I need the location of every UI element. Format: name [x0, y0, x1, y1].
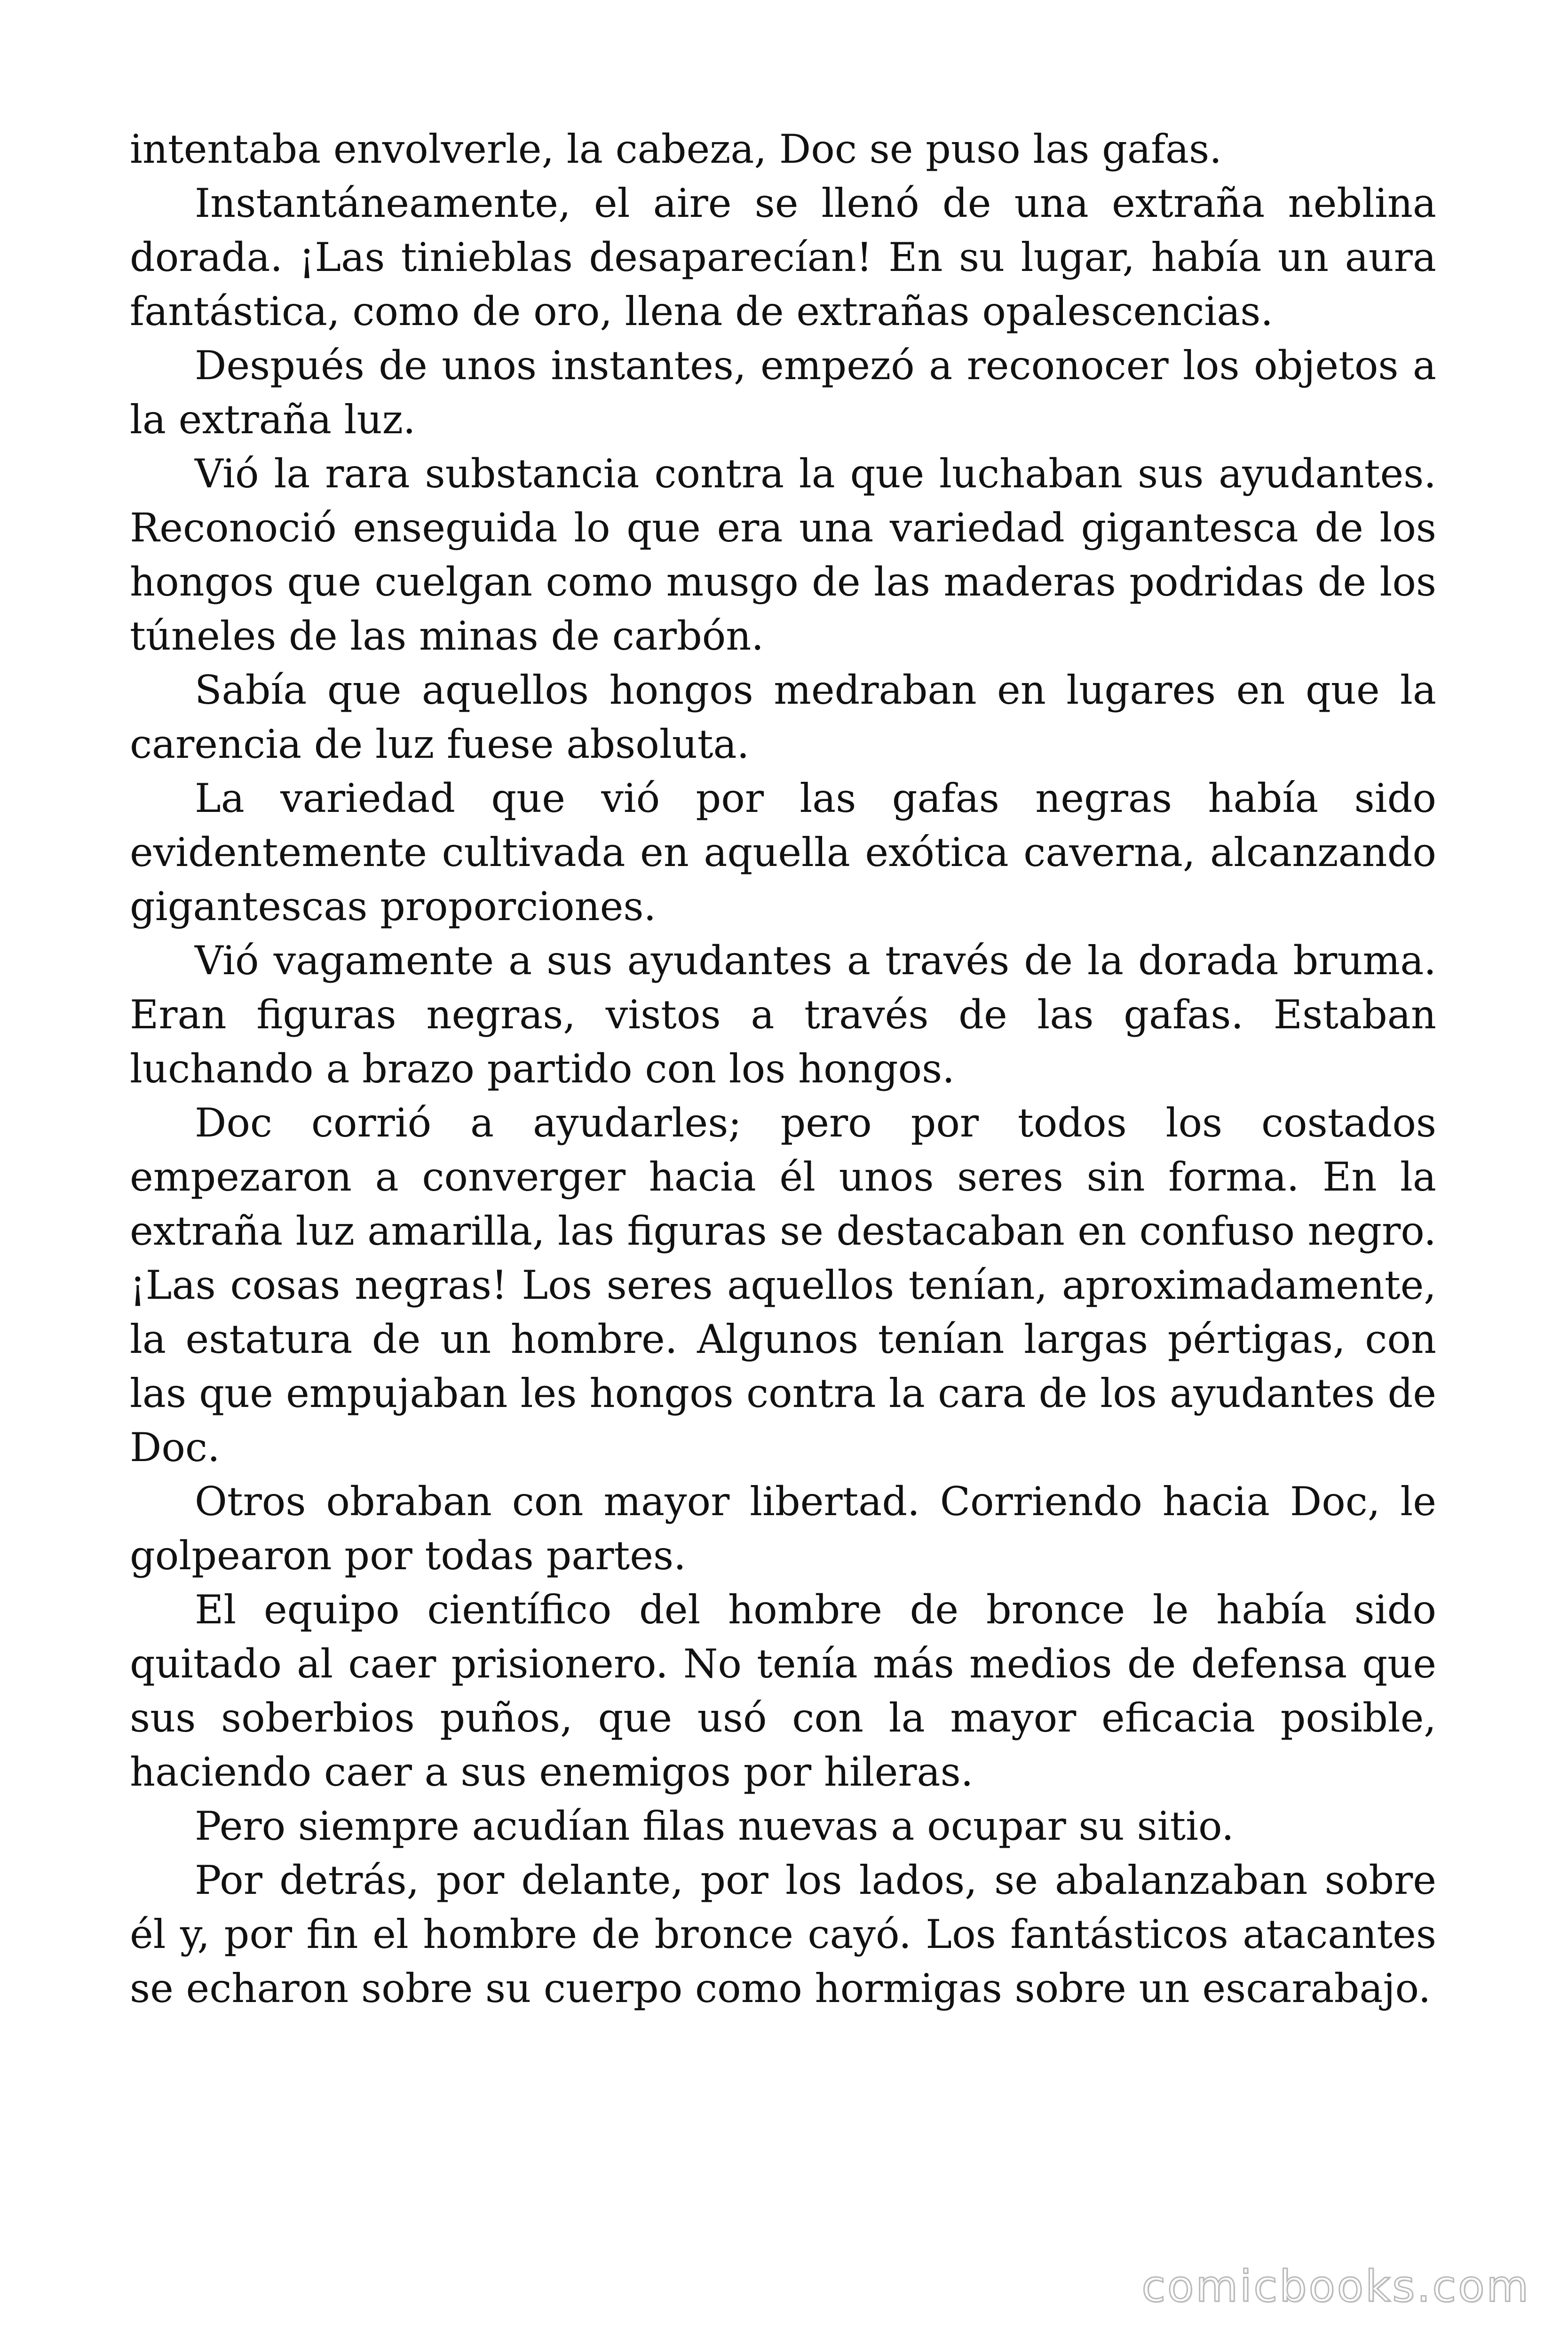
paragraph: Sabía que aquellos hongos medraban en lugares en que la carencia de luz fuese absoluta. [130, 667, 1436, 767]
paragraph: Por detrás, por delante, por los lados, se abalanzaban sobre él y, por fin el hombre de bronce cayó. Los fantásticos atacantes se echaron sobre su cuerpo como hormigas sobre un escarabajo. [130, 1857, 1436, 2011]
paragraph: El equipo científico del hombre de bronce le había sido quitado al caer prisionero. No tenía más medios de defensa que sus soberbios puños, que usó con la mayor eficacia posible, haciendo caer a sus enemigos por hileras. [130, 1587, 1436, 1795]
site-watermark: comicbooks.com [1141, 2261, 1530, 2312]
paragraph: Vió vagamente a sus ayudantes a través de la dorada bruma. Eran figuras negras, vistos a través de las gafas. Estaban luchando a brazo partido con los hongos. [130, 938, 1436, 1092]
paragraph: Doc corrió a ayudarles; pero por todos los costados empezaron a converger hacia él unos seres sin forma. En la extraña luz amarilla, las figuras se destacaban en confuso negro. ¡Las cosas negras! Los seres aquellos tenían, aproximadamente, la estatura de un hombre. Algunos tenían largas pértigas, con las que empujaban les hongos contra la cara de los ayudantes de Doc. [130, 1100, 1436, 1470]
page-body-text [130, 122, 1436, 2016]
paragraph: Instantáneamente, el aire se llenó de una extraña neblina dorada. ¡Las tinieblas desaparecían! En su lugar, había un aura fantástica, como de oro, llena de extrañas opalescencias. [130, 180, 1436, 334]
paragraph: La variedad que vió por las gafas negras había sido evidentemente cultivada en aquella exótica caverna, alcanzando gigantescas proporciones. [130, 775, 1436, 930]
paragraph: intentaba envolverle, la cabeza, Doc se puso las gafas. [130, 126, 1222, 172]
paragraph: Otros obraban con mayor libertad. Corriendo hacia Doc, le golpearon por todas partes. [130, 1478, 1436, 1579]
paragraph: Vió la rara substancia contra la que luchaban sus ayudantes. Reconoció enseguida lo que era una variedad gigantesca de los hongos que cuelgan como musgo de las maderas podridas de los túneles de las minas de carbón. [130, 451, 1436, 659]
paragraph: Después de unos instantes, empezó a reconocer los objetos a la extraña luz. [130, 342, 1436, 443]
paragraph: Pero siempre acudían filas nuevas a ocupar su sitio. [195, 1803, 1234, 1849]
